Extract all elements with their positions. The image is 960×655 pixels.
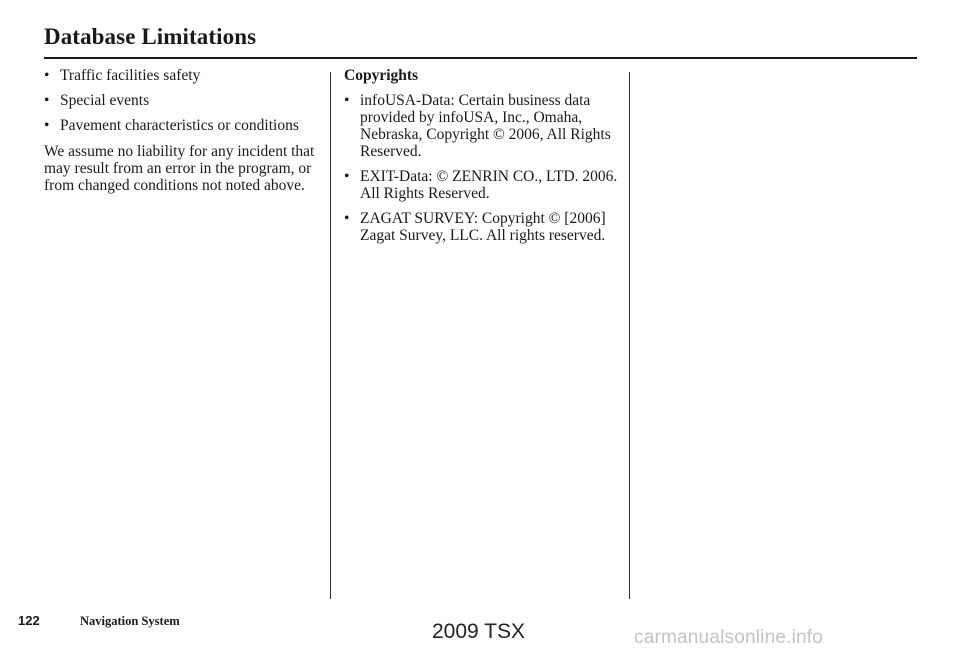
title-rule — [44, 57, 917, 59]
watermark: carmanualsonline.info — [634, 627, 824, 648]
page-title: Database Limitations — [44, 24, 257, 49]
footer-model: 2009 TSX — [432, 620, 526, 643]
footer-section-label: Navigation System — [80, 614, 180, 628]
liability-paragraph: We assume no liability for any incident that may result from an error in the program, or from changed conditions not noted above. — [44, 143, 315, 194]
page-number: 122 — [18, 613, 40, 628]
left-column — [44, 67, 322, 194]
middle-column — [344, 67, 620, 252]
copyright-bullet-list — [344, 92, 620, 244]
list-item: • Traffic facilities safety — [44, 67, 322, 84]
column-divider — [330, 72, 331, 599]
copyrights-heading: Copyrights — [344, 67, 419, 84]
list-item: • ZAGAT SURVEY: Copyright © [2006] Zagat Survey, LLC. All rights reserved. — [344, 210, 620, 244]
list-item: • Special events — [44, 92, 322, 109]
column-divider — [629, 72, 630, 599]
list-item: • infoUSA-Data: Certain business data provided by infoUSA, Inc., Omaha, Nebraska, Copyright © 2006, All Rights Reserved. — [344, 92, 620, 160]
list-item: • Pavement characteristics or conditions — [44, 117, 322, 134]
left-bullet-list — [44, 67, 322, 134]
list-item: • EXIT-Data: © ZENRIN CO., LTD. 2006. All Rights Reserved. — [344, 168, 620, 202]
